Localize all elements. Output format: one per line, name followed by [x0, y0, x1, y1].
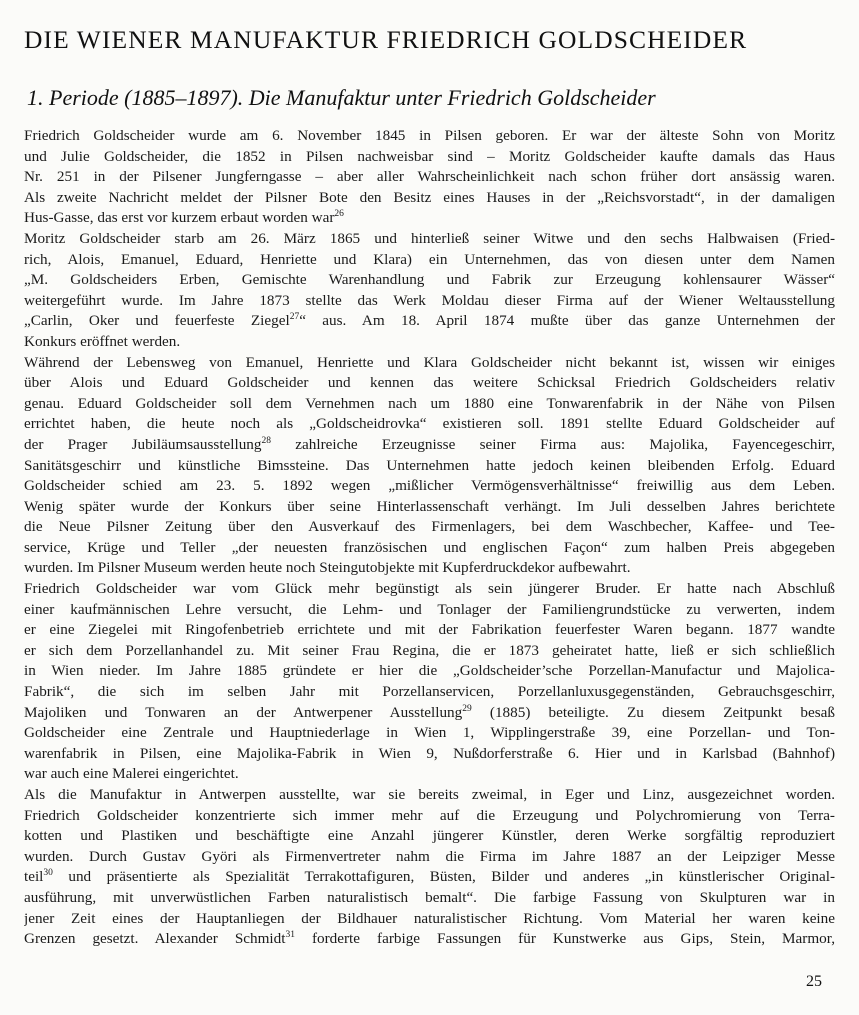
text-segment: Goldscheider eine Zentrale und Hauptniederlage in Wien 1, Wipplingerstraße 39, eine Porzellan- und Ton- — [24, 724, 835, 742]
text-segment: und Julie Goldscheider, die 1852 in Pilsen nachweisbar sind – Moritz Goldscheider kaufte damals das Haus — [24, 147, 835, 165]
text-line — [24, 558, 835, 579]
text-segment: Konkurs eröffnet werden. — [24, 332, 181, 350]
text-segment: Moritz Goldscheider starb am 26. März 1865 und hinterließ seiner Witwe und den sechs Halbwaisen (Fried- — [24, 229, 835, 247]
text-line — [24, 744, 835, 765]
text-line — [24, 497, 835, 518]
text-segment: Grenzen gesetzt. Alexander Schmidt — [24, 930, 286, 948]
text-segment: rich, Alois, Emanuel, Eduard, Henriette und Klara) ein Unternehmen, das von diesen unter dem Namen — [24, 250, 835, 268]
text-segment: Nr. 251 in der Pilsener Jungferngasse – aber aller Wahrscheinlichkeit nach schon früher dort ansässig waren. — [24, 168, 835, 186]
text-line — [24, 620, 835, 641]
footnote-marker: 31 — [285, 930, 295, 941]
text-line — [24, 147, 835, 168]
text-segment: ausführung, mit unverwüstlichen Farben naturalistisch bemalt“. Die farbige Fassung von Skulpturen war in — [24, 888, 835, 906]
text-segment: errichtet haben, die heute noch als „Goldscheidrovka“ existieren soll. 1891 stellte Eduard Goldscheider auf — [24, 415, 835, 433]
text-line — [24, 600, 835, 621]
text-segment: Wenig später wurde der Konkurs über seine Hinterlassenschaft verhängt. Im Juli desselben Jahres berichtete — [24, 497, 835, 515]
text-segment: “ aus. Am 18. April 1874 mußte über das ganze Unternehmen der — [299, 312, 835, 330]
text-line — [24, 909, 835, 930]
text-segment: Friedrich Goldscheider wurde am 6. November 1845 in Pilsen geboren. Er war der älteste Sohn von Moritz — [24, 127, 835, 144]
text-segment: Hus-Gasse, das erst vor kurzem erbaut worden war — [24, 209, 335, 227]
text-segment: „M. Goldscheiders Erben, Gemischte Warenhandlung und Fabrik zur Erzeugung kohlensaurer Wässer“ — [24, 271, 835, 289]
text-segment: Während der Lebensweg von Emanuel, Henriette und Klara Goldscheider nicht bekannt ist, wissen wir einiges — [24, 353, 835, 371]
text-segment: service, Krüge und Teller „der neuesten französischen und englischen Façon“ zum halben Preis abgegeben — [24, 538, 835, 556]
text-segment: der Prager Jubiläumsausstellung — [24, 435, 262, 453]
text-line — [24, 126, 835, 147]
text-segment: warenfabrik in Pilsen, eine Majolika-Fabrik in Wien 9, Nußdorferstraße 6. Hier und in Karlsbad (Bahnhof) — [24, 744, 835, 762]
text-line — [24, 661, 835, 682]
text-segment: und präsentierte als Spezialität Terrakottafiguren, Büsten, Bilder und anderes „in künstlerischer Original- — [52, 868, 835, 886]
text-line — [24, 270, 835, 291]
page-number: 25 — [806, 973, 822, 990]
text-line — [24, 929, 835, 950]
text-segment: teil — [24, 868, 44, 886]
text-line — [24, 888, 835, 909]
text-line — [24, 723, 835, 744]
text-segment: Fabrik“, die sich im selben Jahr mit Porzellanservicen, Porzellanluxusgegenständen, Gebrauchsgeschirr, — [24, 683, 835, 701]
text-line — [24, 373, 835, 394]
text-segment: Goldscheider schied am 23. 5. 1892 wegen „mißlicher Vermögensverhältnisse“ freiwillig aus dem Leben. — [24, 477, 835, 495]
text-line — [24, 517, 835, 538]
text-segment: zahlreiche Erzeugnisse seiner Firma aus: Majolika, Fayencegeschirr, — [271, 435, 835, 453]
text-line — [24, 208, 835, 229]
text-segment: wurden. Durch Gustav Györi als Firmenvertreter nahm die Firma im Jahre 1887 an der Leipziger Messe — [24, 847, 835, 865]
footnote-marker: 26 — [334, 209, 344, 220]
text-segment: Als die Manufaktur in Antwerpen ausstellte, war sie bereits zweimal, in Eger und Linz, ausgezeichnet worden. — [24, 786, 835, 803]
text-segment: wurden. Im Pilsner Museum werden heute noch Steingutobjekte mit Kupferdruckdekor aufbewahrt. — [24, 559, 631, 577]
text-line — [24, 188, 835, 209]
text-line — [24, 332, 835, 353]
text-segment: er eine Ziegelei mit Ringofenbetrieb errichtete und mit der Fabrikation feuerfester Waren begann. 1877 wandte — [24, 621, 835, 639]
text-segment: Friedrich Goldscheider konzentrierte sich immer mehr auf die Erzeugung und Polychromierung von Terra- — [24, 806, 835, 824]
text-line — [24, 476, 835, 497]
text-line — [24, 311, 835, 332]
footnote-marker: 29 — [462, 703, 472, 714]
section-title: 1. Periode (1885–1897). Die Manufaktur unter Friedrich Goldscheider — [27, 85, 656, 110]
text-segment: die Neue Pilsner Zeitung über den Ausverkauf des Firmenlagers, bei dem Waschbecher, Kaffee- und Tee- — [24, 518, 835, 536]
text-line — [24, 394, 835, 415]
text-segment: forderte farbige Fassungen für Kunstwerke aus Gips, Stein, Marmor, — [294, 930, 835, 948]
text-line — [24, 682, 835, 703]
text-line — [24, 353, 835, 374]
text-segment: Friedrich Goldscheider war vom Glück mehr begünstigt als sein jüngerer Bruder. Er hatte nach Abschluß — [24, 580, 835, 598]
footnote-marker: 28 — [261, 435, 271, 446]
text-segment: weitergeführt wurde. Im Jahre 1873 stellte das Werk Moldau dieser Firma auf der Wiener Weltausstellung — [24, 291, 835, 309]
text-segment: Sanitätsgeschirr und künstliche Bimssteine. Das Unternehmen hatte jedoch keinen bleibenden Erfolg. Eduard — [24, 456, 835, 474]
text-segment: jener Zeit eines der Hauptanliegen der Bildhauer naturalistischer Richtung. Vom Material her waren keine — [24, 909, 835, 927]
text-segment: Majoliken und Tonwaren an der Antwerpener Ausstellung — [24, 703, 463, 721]
text-line — [24, 435, 835, 456]
text-segment: er sich dem Porzellanhandel zu. Mit seiner Frau Regina, die er 1873 geheiratet hatte, ließ er sich schließlich — [24, 641, 835, 659]
text-segment: „Carlin, Oker und feuerfeste Ziegel — [24, 312, 290, 330]
text-segment: genau. Eduard Goldscheider soll dem Vernehmen nach um 1880 eine Tonwarenfabrik in der Nähe von Pilsen — [24, 394, 835, 412]
text-line — [24, 538, 835, 559]
text-segment: über Alois und Eduard Goldscheider und kennen das weitere Schicksal Friedrich Goldscheiders relativ — [24, 374, 835, 392]
text-segment: (1885) beteiligte. Zu diesem Zeitpunkt besaß — [471, 703, 835, 721]
text-line — [24, 847, 835, 868]
text-line — [24, 867, 835, 888]
text-segment: war auch eine Malerei eingerichtet. — [24, 765, 239, 783]
body-text — [24, 126, 835, 950]
text-segment: einer kaufmännischen Lehre versucht, die Lehm- und Tonlager der Familiengrundstücke zu verwerten, indem — [24, 600, 835, 618]
footnote-marker: 30 — [43, 868, 53, 879]
text-line — [24, 579, 835, 600]
text-line — [24, 785, 835, 806]
text-line — [24, 167, 835, 188]
text-line — [24, 826, 835, 847]
text-line — [24, 414, 835, 435]
text-line — [24, 641, 835, 662]
text-line — [24, 291, 835, 312]
text-segment: in Wien nieder. Im Jahre 1885 gründete er hier die „Goldscheider’sche Porzellan-Manufactur und Majolica- — [24, 662, 835, 680]
text-line — [24, 456, 835, 477]
text-line — [24, 250, 835, 271]
text-segment: kotten und Plastiken und beschäftigte eine Anzahl jüngerer Künstler, deren Werke sorgfältig reproduziert — [24, 827, 835, 845]
text-line — [24, 806, 835, 827]
text-segment: Als zweite Nachricht meldet der Pilsner Bote den Besitz eines Hauses in der „Reichsvorstadt“, in der damaligen — [24, 188, 835, 206]
chapter-title: DIE WIENER MANUFAKTUR FRIEDRICH GOLDSCHEIDER — [24, 25, 748, 54]
text-line — [24, 703, 835, 724]
text-line — [24, 764, 835, 785]
footnote-marker: 27 — [289, 312, 300, 323]
text-line — [24, 229, 835, 250]
